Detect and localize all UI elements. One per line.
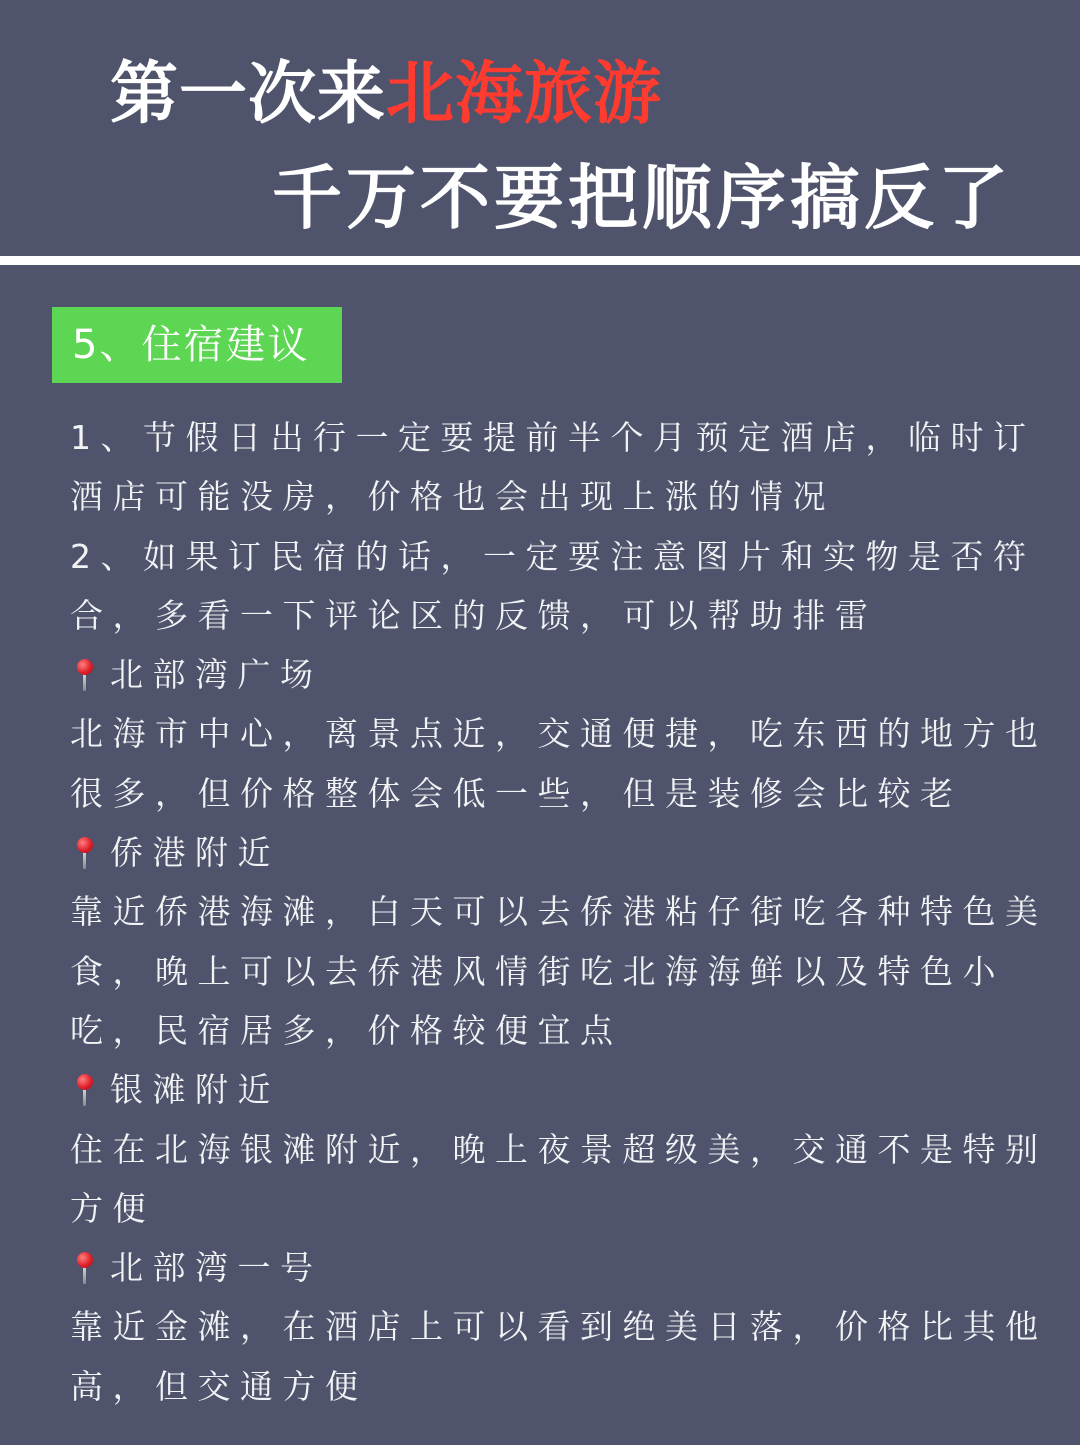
content-body xyxy=(70,408,1048,1416)
body-text-line: 吃，民宿居多，价格较便宜点 xyxy=(70,1010,623,1050)
body-text-line: 1、节假日出行一定要提前半个月预定酒店，临时订 xyxy=(70,418,1036,457)
body-text-line: 很多，但价格整体会低一些，但是装修会比较老 xyxy=(70,773,963,813)
location-heading xyxy=(70,1238,1010,1297)
body-text-line: 住在北海银滩附近，晚上夜景超级美，交通不是特别 xyxy=(70,1129,1048,1169)
body-text-line: 酒店可能没房，价格也会出现上涨的情况 xyxy=(70,477,835,517)
pin-icon xyxy=(70,1070,94,1110)
title-accent: 北海旅游 xyxy=(386,55,663,134)
body-text-line: 北海市中心，离景点近，交通便捷，吃东西的地方也 xyxy=(70,714,1048,754)
location-heading-label: 北部湾一号 xyxy=(110,1248,323,1288)
location-heading xyxy=(70,1060,1010,1119)
header xyxy=(0,0,1080,256)
location-heading xyxy=(70,645,1010,704)
header-divider xyxy=(0,256,1080,265)
body-text-line: 高，但交通方便 xyxy=(70,1366,368,1406)
body-text-line: 靠近金滩，在酒店上可以看到绝美日落，价格比其他 xyxy=(70,1307,1048,1347)
body-text-line: 合，多看一下评论区的反馈，可以帮助排雷 xyxy=(70,595,878,635)
title-part1: 第一次来 xyxy=(110,55,387,134)
location-heading xyxy=(70,823,1010,882)
body-text-line: 方便 xyxy=(70,1188,155,1228)
section-badge: 5、住宿建议 xyxy=(52,307,342,383)
body-text-line: 靠近侨港海滩，白天可以去侨港粘仔街吃各种特色美 xyxy=(70,892,1048,932)
pin-icon xyxy=(70,833,94,873)
pin-icon xyxy=(70,655,94,695)
location-heading-label: 银滩附近 xyxy=(110,1070,280,1110)
title-line-1 xyxy=(110,55,662,135)
location-heading-label: 北部湾广场 xyxy=(110,655,323,695)
pin-icon xyxy=(70,1248,94,1288)
body-text-line: 2、如果订民宿的话，一定要注意图片和实物是否符 xyxy=(70,536,1036,576)
location-heading-label: 侨港附近 xyxy=(110,833,280,873)
body-text-line: 食，晚上可以去侨港风情街吃北海海鲜以及特色小 xyxy=(70,951,1005,991)
title-line-2: 千万不要把顺序搞反了 xyxy=(272,157,1012,239)
